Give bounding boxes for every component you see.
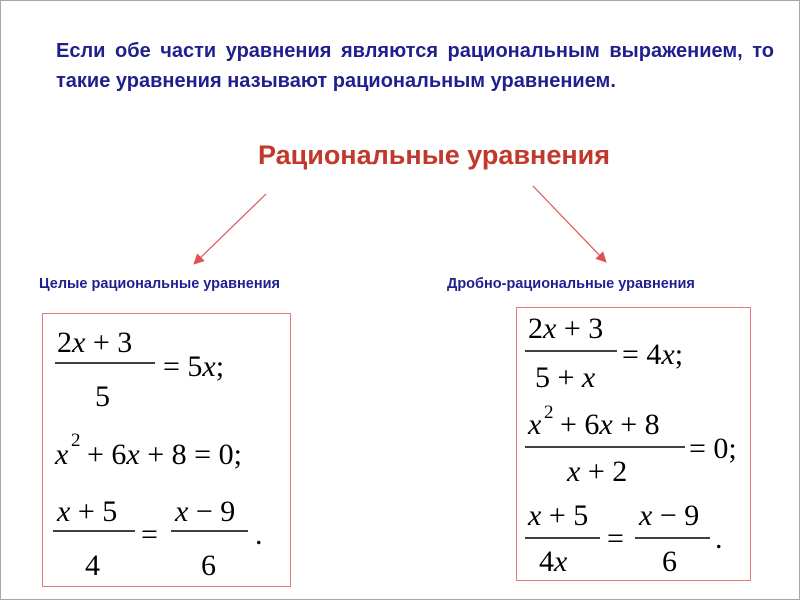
svg-text:6: 6 (201, 549, 216, 582)
svg-text:x − 9: x − 9 (175, 495, 236, 528)
svg-text:x: x (528, 408, 542, 441)
equation-2 (525, 402, 737, 488)
svg-text:+ 6x + 8 = 0;: + 6x + 8 = 0; (87, 438, 242, 471)
svg-text:2: 2 (544, 402, 554, 423)
page-title: Рациональные уравнения (257, 140, 611, 170)
svg-text:x + 2: x + 2 (567, 455, 628, 488)
svg-text:2x + 3: 2x + 3 (528, 312, 604, 345)
arrow-left (195, 194, 266, 263)
whole-equations-formulas (43, 314, 290, 586)
svg-text:x + 5: x + 5 (57, 495, 118, 528)
fractional-equations-box (516, 307, 751, 581)
heading-whole-equations: Целые рациональные уравнения (39, 276, 280, 292)
svg-text:x: x (55, 438, 69, 471)
fractional-equations-formulas (517, 308, 750, 580)
svg-text:.: . (255, 518, 263, 551)
svg-text:4x: 4x (539, 545, 568, 578)
equation-3 (53, 495, 263, 582)
svg-text:5 + x: 5 + x (535, 361, 596, 394)
svg-text:4: 4 (85, 549, 100, 582)
svg-text:.: . (715, 522, 723, 555)
svg-text:= 4x;: = 4x; (622, 338, 684, 371)
arrow-right (533, 186, 605, 261)
svg-text:2x + 3: 2x + 3 (57, 326, 133, 359)
heading-fractional-equations: Дробно-рациональные уравнения (447, 276, 695, 292)
definition-text: Если обе части уравнения являются рациональным выражением, то такие уравнения называют рациональным уравнением. (56, 40, 774, 92)
svg-text:2: 2 (71, 430, 81, 451)
svg-text:x − 9: x − 9 (639, 499, 700, 532)
equation-1 (525, 312, 683, 394)
svg-text:+ 6x + 8: + 6x + 8 (560, 408, 660, 441)
svg-text:=: = (607, 522, 624, 555)
whole-equations-box (42, 313, 291, 587)
svg-text:= 5x;: = 5x; (163, 350, 225, 383)
svg-text:6: 6 (662, 545, 677, 578)
equation-1 (55, 326, 224, 413)
svg-text:= 0;: = 0; (689, 432, 737, 465)
equation-3 (525, 499, 723, 578)
equation-2 (54, 430, 242, 471)
svg-text:5: 5 (95, 380, 110, 413)
svg-text:x + 5: x + 5 (528, 499, 589, 532)
svg-text:=: = (141, 518, 158, 551)
